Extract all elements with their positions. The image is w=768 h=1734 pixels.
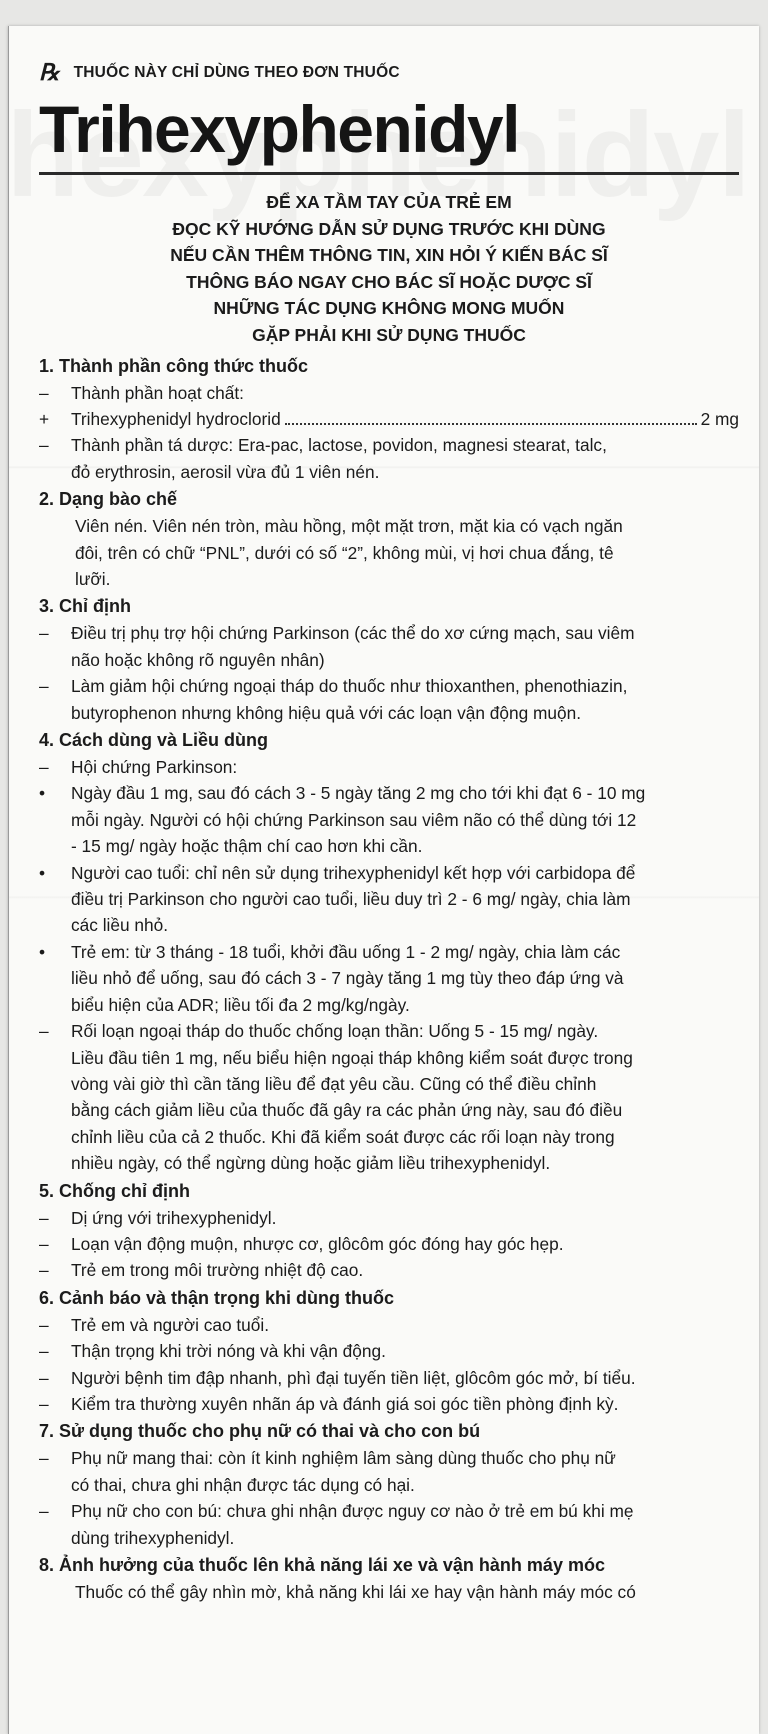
warning-line: ĐỌC KỸ HƯỚNG DẪN SỬ DỤNG TRƯỚC KHI DÙNG: [172, 218, 606, 239]
list-item: [39, 1018, 739, 1176]
text-line: các liều nhỏ.: [71, 915, 169, 936]
list-item-text: Người bệnh tim đập nhanh, phì đại tuyến tiền liệt, glôcôm góc mở, bí tiểu.: [71, 1367, 636, 1388]
text-line: chỉnh liều của cả 2 thuốc. Khi đã kiểm soát được các rối loạn này trong: [71, 1126, 615, 1147]
active-ingredient-amount: 2 mg: [700, 408, 739, 429]
text-line: não hoặc không rõ nguyên nhân): [71, 649, 325, 670]
list-item-text: [71, 1498, 739, 1551]
dash-marker: –: [39, 1314, 49, 1335]
list-item: [39, 1312, 739, 1338]
dash-marker: –: [39, 676, 49, 697]
list-item-text: [71, 939, 739, 1018]
text-line: Thành phần tá dược: Era-pac, lactose, povidon, magnesi stearat, talc,: [71, 435, 607, 456]
list-item: [39, 1498, 739, 1551]
dosage-form-text: [39, 513, 739, 592]
driving-text: [39, 1579, 739, 1605]
text-line: điều trị Parkinson cho người cao tuổi, liều duy trì 2 - 6 mg/ ngày, chia làm: [71, 889, 631, 910]
list-item: [39, 1205, 739, 1231]
list-item: [39, 939, 739, 1018]
section-warnings-precautions: [39, 1285, 739, 1418]
dash-marker: –: [39, 1233, 49, 1254]
section-title: 6. Cảnh báo và thận trọng khi dùng thuốc: [39, 1287, 394, 1308]
dash-marker: –: [39, 382, 49, 403]
active-ingredient-row: [71, 406, 739, 432]
text-line: liều nhỏ để uống, sau đó cách 3 - 7 ngày tăng 1 mg tùy theo đáp ứng và: [71, 968, 624, 989]
list-item: [39, 780, 739, 859]
text-line: có thai, chưa ghi nhận được tác dụng có hại.: [71, 1474, 415, 1495]
warning-line: NHỮNG TÁC DỤNG KHÔNG MONG MUỐN: [213, 298, 565, 319]
text-line: Ngày đầu 1 mg, sau đó cách 3 - 5 ngày tăng 2 mg cho tới khi đạt 6 - 10 mg: [71, 783, 646, 804]
list-item: [39, 380, 739, 406]
section-title: 4. Cách dùng và Liều dùng: [39, 730, 269, 751]
list-item: [39, 860, 739, 939]
text-line: - 15 mg/ ngày hoặc thậm chí cao hơn khi cần.: [71, 836, 423, 857]
section-title: 1. Thành phần công thức thuốc: [39, 355, 309, 376]
dash-marker: –: [39, 1501, 49, 1522]
section-contraindications: [39, 1178, 739, 1284]
text-line: Rối loạn ngoại tháp do thuốc chống loạn thần: Uống 5 - 15 mg/ ngày.: [71, 1021, 599, 1042]
section-indications: [39, 593, 739, 726]
prescription-notice: THUỐC NÀY CHỈ DÙNG THEO ĐƠN THUỐC: [73, 64, 400, 81]
list-item: [39, 1365, 739, 1391]
bullet-marker: •: [39, 862, 46, 883]
dash-marker: –: [39, 1207, 49, 1228]
text-line: bằng cách giảm liều của thuốc đã gây ra các phản ứng này, sau đó điều: [71, 1100, 623, 1121]
dash-marker: –: [39, 1448, 49, 1469]
list-item-text: Hội chứng Parkinson:: [71, 757, 238, 778]
section-dosage: [39, 727, 739, 1177]
list-item: [39, 1391, 739, 1417]
text-line: Làm giảm hội chứng ngoại tháp do thuốc như thioxanthen, phenothiazin,: [71, 676, 628, 697]
active-ingredient-name: Trihexyphenidyl hydroclorid: [71, 408, 281, 429]
leaflet-content: [39, 60, 739, 1605]
section-title: 7. Sử dụng thuốc cho phụ nữ có thai và cho con bú: [39, 1421, 481, 1442]
list-item: [39, 1338, 739, 1364]
title-divider: [39, 172, 739, 175]
list-item: [39, 620, 739, 673]
section-dosage-form: [39, 486, 739, 592]
dash-marker: –: [39, 1367, 49, 1388]
text-line: dùng trihexyphenidyl.: [71, 1527, 235, 1548]
list-item-text: Trẻ em và người cao tuổi.: [71, 1314, 270, 1335]
list-item-text: [71, 620, 739, 673]
list-item-text: Dị ứng với trihexyphenidyl.: [71, 1207, 277, 1228]
text-line: lưỡi.: [75, 569, 111, 589]
text-line: biểu hiện của ADR; liều tối đa 2 mg/kg/ngày.: [71, 994, 410, 1015]
dash-marker: –: [39, 1393, 49, 1414]
list-item: [39, 673, 739, 726]
text-line: Viên nén. Viên nén tròn, màu hồng, một mặt trơn, mặt kia có vạch ngăn: [75, 516, 623, 537]
dot-leader: [285, 423, 697, 425]
list-item: [39, 1257, 739, 1283]
drug-title: Trihexyphenidyl: [39, 92, 519, 166]
list-item-text: Loạn vận động muộn, nhược cơ, glôcôm góc đóng hay góc hẹp.: [71, 1233, 564, 1254]
list-item-text: [71, 780, 739, 859]
warning-line: THÔNG BÁO NGAY CHO BÁC SĨ HOẶC DƯỢC SĨ: [186, 271, 592, 292]
text-line: đôi, trên có chữ “PNL”, dưới có số “2”, không mùi, vị hơi chua đắng, tê: [75, 542, 614, 563]
section-title: 8. Ảnh hưởng của thuốc lên khả năng lái xe và vận hành máy móc: [39, 1555, 605, 1575]
text-line: Điều trị phụ trợ hội chứng Parkinson (các thể do xơ cứng mạch, sau viêm: [71, 623, 635, 644]
list-item: [39, 1445, 739, 1498]
active-label: Thành phần hoạt chất:: [71, 382, 244, 403]
list-item-text: Thận trọng khi trời nóng và khi vận động.: [71, 1341, 386, 1362]
text-line: Phụ nữ mang thai: còn ít kinh nghiệm lâm sàng dùng thuốc cho phụ nữ: [71, 1448, 616, 1469]
text-line: vòng vài giờ thì cần tăng liều để đạt yêu cầu. Cũng có thể điều chỉnh: [71, 1073, 597, 1094]
dash-marker: –: [39, 757, 49, 778]
plus-marker: +: [39, 408, 50, 429]
warning-block: [39, 189, 739, 349]
list-item-text: [71, 673, 739, 726]
list-item: [39, 754, 739, 780]
dash-marker: –: [39, 435, 49, 456]
warning-line: GẶP PHẢI KHI SỬ DỤNG THUỐC: [252, 324, 526, 345]
list-item-text: [71, 1445, 739, 1498]
list-item: [39, 1231, 739, 1257]
list-item-text: [71, 860, 739, 939]
text-line: Liều đầu tiên 1 mg, nếu biểu hiện ngoại tháp không kiểm soát được trong: [71, 1047, 633, 1068]
dash-marker: –: [39, 1341, 49, 1362]
warning-line: ĐỂ XA TẦM TAY CỦA TRẺ EM: [266, 192, 512, 212]
section-title: 3. Chỉ định: [39, 596, 131, 617]
text-line: Trẻ em: từ 3 tháng - 18 tuổi, khởi đầu uống 1 - 2 mg/ ngày, chia làm các: [71, 941, 621, 962]
list-item-text: Trẻ em trong môi trường nhiệt độ cao.: [71, 1260, 364, 1281]
text-line: nhiều ngày, có thể ngừng dùng hoặc giảm liều trihexyphenidyl.: [71, 1153, 551, 1174]
text-line: Thuốc có thể gây nhìn mờ, khả năng khi lái xe hay vận hành máy móc có: [75, 1582, 636, 1602]
leaflet-sheet: [8, 26, 759, 1734]
section-title: 2. Dạng bào chế: [39, 489, 178, 510]
section-pregnancy-lactation: [39, 1418, 739, 1551]
dash-marker: –: [39, 1260, 49, 1281]
text-line: Người cao tuổi: chỉ nên sử dụng trihexyphenidyl kết hợp với carbidopa để: [71, 862, 636, 883]
list-item-text: [71, 1018, 739, 1176]
section-driving: [39, 1552, 739, 1605]
bullet-marker: •: [39, 941, 46, 962]
list-item-text: Kiểm tra thường xuyên nhãn áp và đánh giá soi góc tiền phòng định kỳ.: [71, 1393, 619, 1414]
prescription-header: [39, 60, 739, 86]
rx-icon: ℞: [39, 60, 60, 85]
excipients-text: [71, 432, 739, 485]
text-line: butyrophenon nhưng không hiệu quả với các loạn vận động muộn.: [71, 702, 582, 723]
text-line: mỗi ngày. Người có hội chứng Parkinson sau viêm não có thể dùng tới 12: [71, 809, 637, 830]
dash-marker: –: [39, 623, 49, 644]
warning-line: NẾU CẦN THÊM THÔNG TIN, XIN HỎI Ý KIẾN BÁC SĨ: [170, 245, 608, 266]
section-composition: [39, 353, 739, 486]
list-item: [39, 406, 739, 432]
text-line: đỏ erythrosin, aerosil vừa đủ 1 viên nén.: [71, 461, 380, 482]
bullet-marker: •: [39, 783, 46, 804]
section-title: 5. Chống chỉ định: [39, 1180, 190, 1201]
dash-marker: –: [39, 1021, 49, 1042]
text-line: Phụ nữ cho con bú: chưa ghi nhận được nguy cơ nào ở trẻ em bú khi mẹ: [71, 1501, 634, 1522]
list-item: [39, 432, 739, 485]
